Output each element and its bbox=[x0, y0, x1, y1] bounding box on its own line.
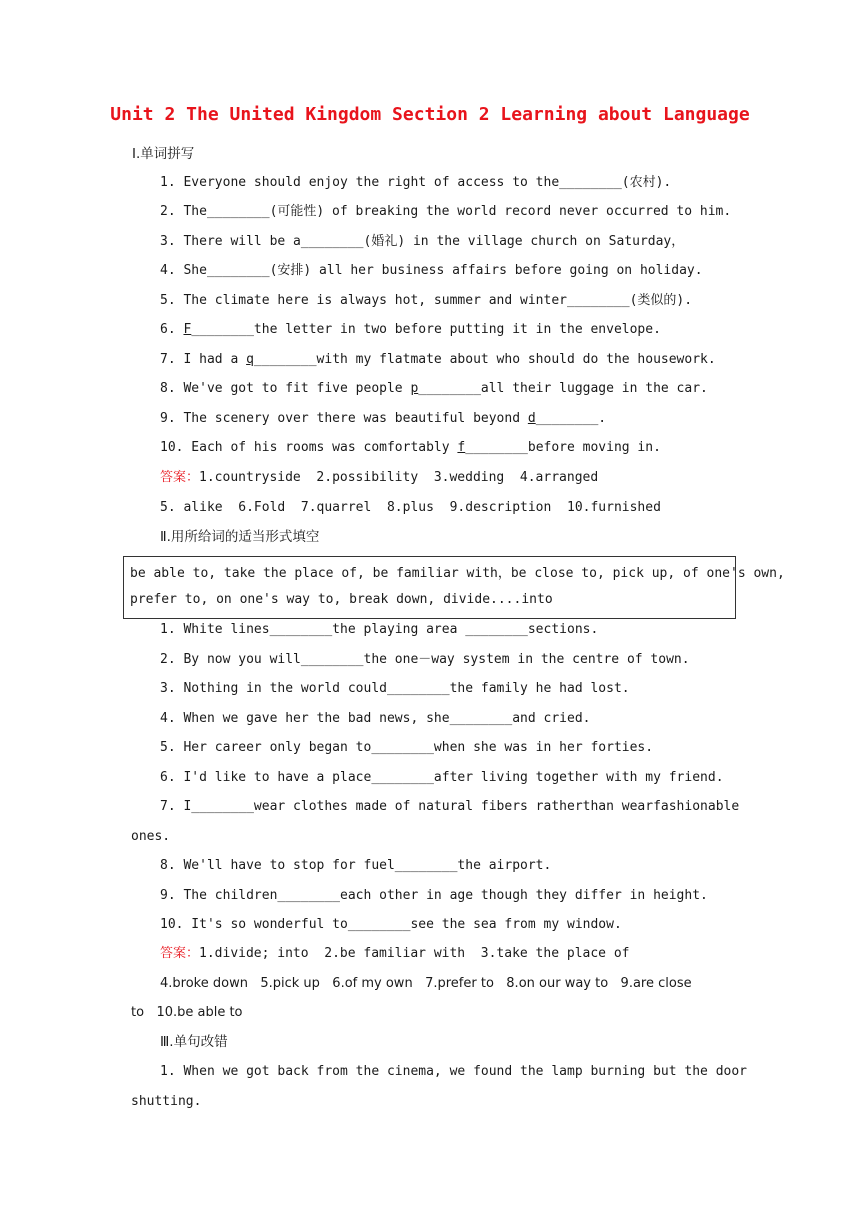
item-text-rest: ________with my flatmate about who should do the housework. bbox=[253, 352, 716, 367]
word-bank-line-1: be able to, take the place of, be familiar with，be close to, pick up, of one's own, bbox=[130, 566, 785, 581]
section-2-item: 8. We'll have to stop for fuel________the airport. bbox=[160, 858, 552, 873]
item-text: 8. We've got to fit five people bbox=[160, 381, 411, 396]
item-text: 5. The climate here is always hot, summer and winter________(类似的). bbox=[160, 293, 693, 308]
section-1-answer-line-2: 5. alike 6.Fold 7.quarrel 8.plus 9.description 10.furnished bbox=[160, 500, 661, 515]
item-text: 9. The scenery over there was beautiful beyond bbox=[160, 411, 528, 426]
section-1-item bbox=[160, 293, 692, 309]
answer-label: 答案： bbox=[160, 470, 200, 485]
initial-letter-hint: f bbox=[457, 440, 466, 455]
section-1-item bbox=[160, 175, 671, 191]
section-2-item: 1. White lines________the playing area ________sections. bbox=[160, 622, 599, 637]
page-title: Unit 2 The United Kingdom Section 2 Learning about Language bbox=[110, 104, 750, 125]
item-text: 1. Everyone should enjoy the right of access to the________(农村). bbox=[160, 175, 672, 190]
section-2-item: 4. When we gave her the bad news, she________and cried. bbox=[160, 711, 591, 726]
word-bank-box bbox=[123, 556, 785, 619]
section-2-item: 6. I'd like to have a place________after living together with my friend. bbox=[160, 770, 724, 785]
section-3-item-1-line-2: shutting. bbox=[131, 1094, 202, 1109]
section-2-item: 9. The children________each other in age though they differ in height. bbox=[160, 888, 708, 903]
answer-text: 1.divide; into 2.be familiar with 3.take the place of bbox=[199, 946, 630, 961]
answer-text: 1.countryside 2.possibility 3.wedding 4.arranged bbox=[199, 470, 599, 485]
section-1-heading: Ⅰ.单词拼写 bbox=[132, 146, 195, 162]
section-2-heading: Ⅱ.用所给词的适当形式填空 bbox=[160, 529, 320, 545]
section-1-item bbox=[160, 263, 703, 279]
initial-letter-hint: F bbox=[183, 322, 192, 337]
section-2-item: 7. I________wear clothes made of natural fibers ratherthan wearfashionable bbox=[160, 799, 740, 814]
section-1-item bbox=[160, 352, 716, 368]
section-2-item: 2. By now you will________the one－way system in the centre of town. bbox=[160, 652, 690, 667]
item-text: 7. I had a bbox=[160, 352, 247, 367]
initial-letter-hint: q bbox=[246, 352, 254, 367]
item-text: 6. bbox=[160, 322, 184, 337]
section-2-answer-line-3: to 10.be able to bbox=[131, 1005, 243, 1020]
item-text: 10. Each of his rooms was comfortably bbox=[160, 440, 458, 455]
section-1-item bbox=[160, 322, 661, 338]
initial-letter-hint: p bbox=[410, 381, 419, 396]
section-1-item bbox=[160, 234, 684, 250]
section-2-answer-line-1 bbox=[160, 946, 629, 962]
item-text: 3. There will be a________(婚礼) in the village church on Saturday， bbox=[160, 234, 685, 249]
item-text: 4. She________(安排) all her business affairs before going on holiday. bbox=[160, 263, 703, 278]
section-3-item-1-line-1: 1. When we got back from the cinema, we found the lamp burning but the door bbox=[160, 1064, 747, 1079]
section-2-item: 3. Nothing in the world could________the family he had lost. bbox=[160, 681, 630, 696]
word-bank-line-2: prefer to, on one's way to, break down, divide....into bbox=[130, 592, 553, 607]
item-text-rest: ________the letter in two before putting it in the envelope. bbox=[191, 322, 661, 337]
section-1-item bbox=[160, 381, 708, 397]
section-3-heading: Ⅲ.单句改错 bbox=[160, 1034, 228, 1050]
section-1-item bbox=[160, 440, 661, 456]
initial-letter-hint: d bbox=[527, 411, 536, 426]
section-1-item bbox=[160, 411, 606, 427]
item-text-rest: ________before moving in. bbox=[465, 440, 661, 455]
item-text-rest: ________all their luggage in the car. bbox=[418, 381, 708, 396]
item-text-rest: ________. bbox=[535, 411, 607, 426]
section-2-answer-line-2: 4.broke down 5.pick up 6.of my own 7.prefer to 8.on our way to 9.are close bbox=[160, 976, 692, 991]
section-2-item: 5. Her career only began to________when she was in her forties. bbox=[160, 740, 654, 755]
section-2-item: 10. It's so wonderful to________see the sea from my window. bbox=[160, 917, 622, 932]
section-1-answer-line-1 bbox=[160, 470, 598, 486]
item-text: 2. The________(可能性) of breaking the world record never occurred to him. bbox=[160, 204, 732, 219]
section-2-item: ones. bbox=[131, 829, 171, 844]
section-1-item bbox=[160, 204, 731, 220]
answer-label: 答案： bbox=[160, 946, 200, 961]
